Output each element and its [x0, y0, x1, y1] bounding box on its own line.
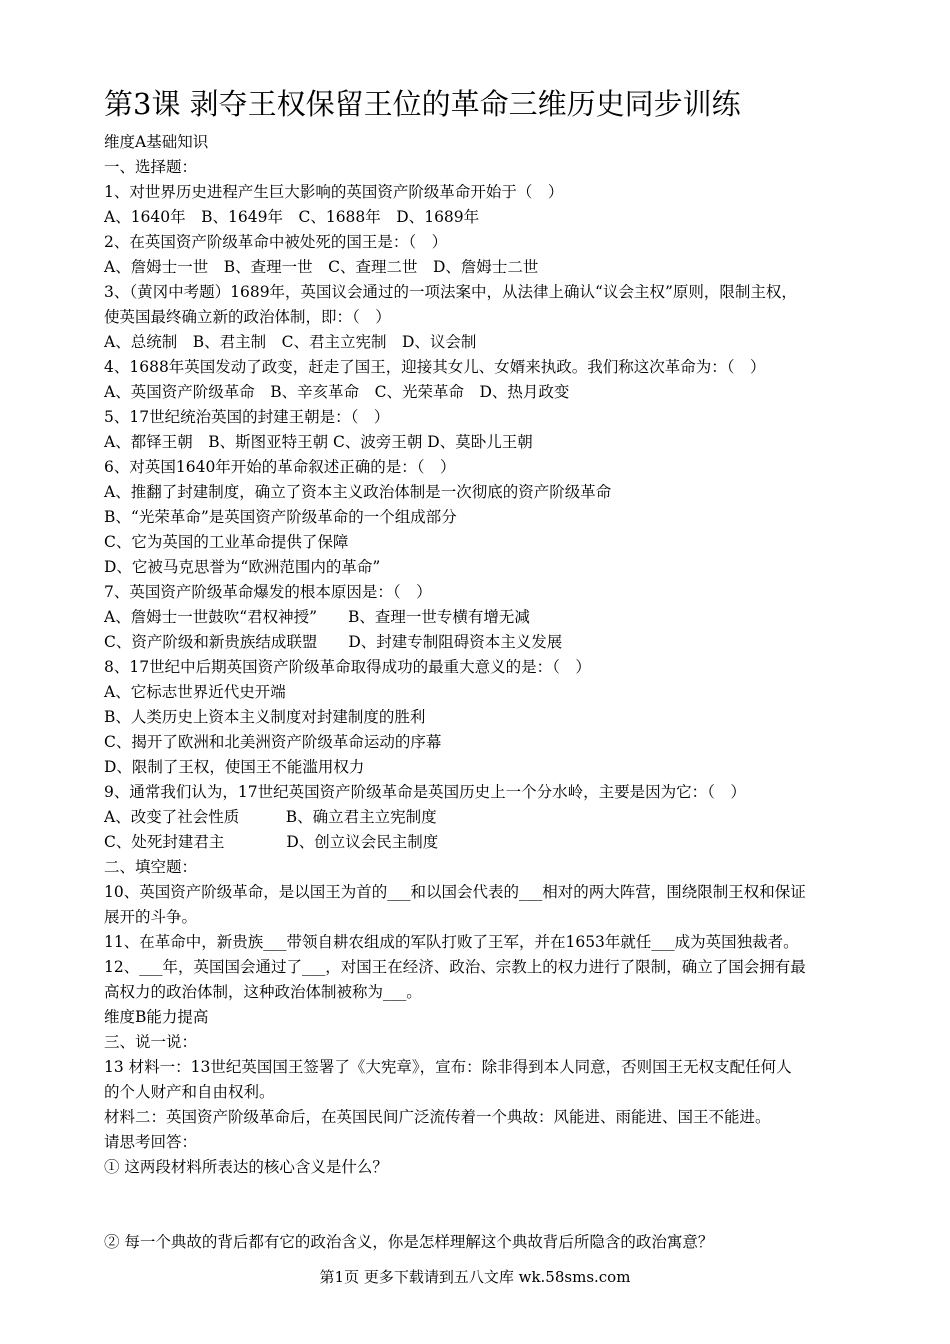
question-4: 4、1688年英国发动了政变，赶走了国王，迎接其女儿、女婿来执政。我们称这次革命为：（ ）: [104, 358, 766, 376]
question-13-prompt: 请思考回答：: [104, 1133, 198, 1151]
question-8-option-b: B、人类历史上资本主义制度对封建制度的胜利: [104, 708, 426, 726]
question-8: 8、17世纪中后期英国资产阶级革命取得成功的最重大意义的是：（ ）: [104, 658, 591, 676]
question-7-options-ab: A、詹姆士一世鼓吹“君权神授” B、查理一世专横有增无减: [104, 608, 530, 626]
question-3-options: A、总统制 B、君主制 C、君主立宪制 D、议会制: [104, 333, 477, 351]
question-13-material-1-continued: 的个人财产和自由权利。: [104, 1083, 275, 1101]
question-12: 12、___年，英国国会通过了___，对国王在经济、政治、宗教上的权力进行了限制，确立了国会拥有最: [104, 958, 806, 976]
question-1-options: A、1640年 B、1649年 C、1688年 D、1689年: [104, 208, 480, 226]
question-2-options: A、詹姆士一世 B、查理一世 C、查理二世 D、詹姆士二世: [104, 258, 539, 276]
question-5-options: A、都铎王朝 B、斯图亚特王朝 C、波旁王朝 D、莫卧儿王朝: [104, 433, 533, 451]
question-3: 3、（黄冈中考题）1689年，英国议会通过的一项法案中，从法律上确认“议会主权”原则，限制主权，: [104, 283, 797, 301]
question-8-option-d: D、限制了王权，使国王不能滥用权力: [104, 758, 365, 776]
question-13-sub-1: ① 这两段材料所表达的核心含义是什么？: [104, 1158, 388, 1176]
section-heading-dimension-a: 维度A基础知识: [104, 133, 209, 151]
question-11: 11、在革命中，新贵族___带领自耕农组成的军队打败了王军，并在1653年就任___成为英国独裁者。: [104, 933, 799, 951]
question-12-continued: 高权力的政治体制，这种政治体制被称为___。: [104, 983, 422, 1001]
question-7-options-cd: C、资产阶级和新贵族结成联盟 D、封建专制阻碍资本主义发展: [104, 633, 563, 651]
question-9: 9、通常我们认为，17世纪英国资产阶级革命是英国历史上一个分水岭，主要是因为它：（ ）: [104, 783, 746, 801]
question-8-option-c: C、揭开了欧洲和北美洲资产阶级革命运动的序幕: [104, 733, 442, 751]
page-footer: 第1页 更多下载请到五八文库 wk.58sms.com: [319, 1268, 631, 1286]
question-3-continued: 使英国最终确立新的政治体制，即：（ ）: [104, 308, 391, 326]
question-5: 5、17世纪统治英国的封建王朝是：（ ）: [104, 408, 390, 426]
question-1: 1、对世界历史进程产生巨大影响的英国资产阶级革命开始于（ ）: [104, 183, 564, 201]
question-6-option-b: B、“光荣革命”是英国资产阶级革命的一个组成部分: [104, 508, 457, 526]
section-heading-choice: 一、选择题：: [104, 158, 198, 176]
page-title: 第3课 剥夺王权保留王位的革命三维历史同步训练: [104, 87, 741, 121]
question-13-sub-2: ② 每一个典故的背后都有它的政治含义，你是怎样理解这个典故背后所隐含的政治寓意？: [104, 1233, 714, 1251]
section-heading-dimension-b: 维度B能力提高: [104, 1008, 209, 1026]
section-heading-fill-blank: 二、填空题：: [104, 858, 198, 876]
question-6-option-c: C、它为英国的工业革命提供了保障: [104, 533, 349, 551]
question-6-option-d: D、它被马克思誉为“欧洲范围内的革命”: [104, 558, 381, 576]
question-9-options-cd: C、处死封建君主 D、创立议会民主制度: [104, 833, 439, 851]
question-6-option-a: A、推翻了封建制度，确立了资本主义政治体制是一次彻底的资产阶级革命: [104, 483, 612, 501]
question-10: 10、英国资产阶级革命，是以国王为首的___和以国会代表的___相对的两大阵营，围绕限制王权和保证: [104, 883, 806, 901]
question-6: 6、对英国1640年开始的革命叙述正确的是：（ ）: [104, 458, 456, 476]
question-13-material-2: 材料二：英国资产阶级革命后，在英国民间广泛流传着一个典故：风能进、雨能进、国王不能进。: [104, 1108, 771, 1126]
section-heading-discussion: 三、说一说：: [104, 1033, 198, 1051]
question-10-continued: 展开的斗争。: [104, 908, 198, 926]
question-4-options: A、英国资产阶级革命 B、辛亥革命 C、光荣革命 D、热月政变: [104, 383, 570, 401]
question-7: 7、英国资产阶级革命爆发的根本原因是：（ ）: [104, 583, 432, 601]
question-13-material-1: 13 材料一：13世纪英国国王签署了《大宪章》，宣布：除非得到本人同意，否则国王无权支配任何人: [104, 1058, 792, 1076]
question-2: 2、在英国资产阶级革命中被处死的国王是：（ ）: [104, 233, 448, 251]
question-9-options-ab: A、改变了社会性质 B、确立君主立宪制度: [104, 808, 437, 826]
question-8-option-a: A、它标志世界近代史开端: [104, 683, 286, 701]
